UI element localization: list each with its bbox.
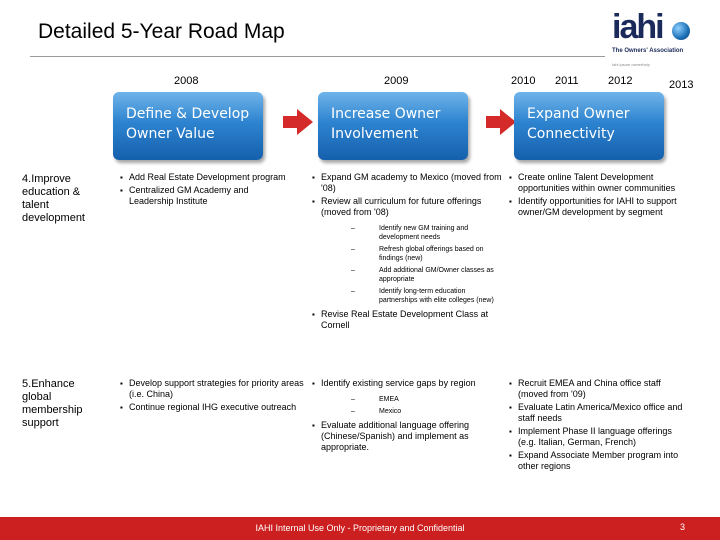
list-item: ▪ Add Real Estate Development program	[120, 172, 295, 183]
sub-item: – Identify new GM training and development needs	[321, 224, 502, 242]
row-label-education	[22, 173, 107, 225]
page-number: 3	[679, 522, 685, 532]
list-item: ▪ Continue regional IHG executive outreach	[120, 402, 305, 413]
list-item: ▪ Evaluate Latin America/Mexico office and staff needs	[509, 402, 684, 424]
year-2013: 2013	[669, 79, 694, 91]
iahi-logo	[612, 8, 692, 68]
sub-item: – Identify long-term education partnerships with elite colleges (new)	[321, 287, 502, 305]
sub-item: – EMEA	[321, 395, 502, 404]
logo-subtitle: The Owners' Association	[612, 48, 684, 54]
logo-tagline: Iahi ipsum ownerhelp	[612, 62, 650, 67]
list-item: ▪ Revise Real Estate Development Class at Cornell	[312, 309, 502, 331]
list-item: ▪ Centralized GM Academy and Leadership Institute	[120, 185, 295, 207]
list-item-text: Review all curriculum for future offerings (moved from '08)	[321, 196, 482, 217]
list-item: ▪ Create online Talent Development opportunities within owner communities	[509, 172, 679, 194]
year-2012: 2012	[608, 75, 633, 87]
row-label-membership	[22, 378, 107, 430]
list-item: ▪ Recruit EMEA and China office staff (moved from '09)	[509, 378, 684, 400]
sub-item: – Add additional GM/Owner classes as appropriate	[321, 266, 502, 284]
cell-r1-2008	[120, 172, 295, 209]
cell-r2-2009	[312, 378, 502, 455]
page-title: Detailed 5-Year Road Map	[38, 20, 285, 43]
list-item: ▪ Identify opportunities for IAHI to support owner/GM development by segment	[509, 196, 679, 218]
year-2011: 2011	[555, 75, 579, 87]
phase-increase-involvement: Increase Owner Involvement	[318, 92, 468, 160]
footer-bar	[0, 517, 720, 540]
cell-r2-2010-2013	[509, 378, 684, 474]
list-item	[312, 378, 502, 416]
row-number: 5.	[22, 378, 32, 390]
phase-define-develop: Define & Develop Owner Value	[113, 92, 263, 160]
year-2008: 2008	[174, 75, 199, 87]
list-item: ▪ Develop support strategies for priority areas (i.e. China)	[120, 378, 305, 400]
year-2009: 2009	[384, 75, 409, 87]
footer-confidential: IAHI Internal Use Only - Proprietary and Confidential	[255, 523, 465, 533]
list-item: ▪ Expand GM academy to Mexico (moved from '08)	[312, 172, 502, 194]
row-label-text: Improve education & talent development	[22, 173, 85, 224]
list-item: ▪ Evaluate additional language offering (Chinese/Spanish) and implement as appropriate.	[312, 420, 502, 453]
list-item: ▪ Implement Phase II language offerings (e.g. Italian, German, French)	[509, 426, 684, 448]
logo-wordmark: iahi	[612, 8, 663, 46]
list-item: ▪ Expand Associate Member program into other regions	[509, 450, 684, 472]
sub-item: – Mexico	[321, 407, 502, 416]
sub-list	[321, 395, 502, 416]
cell-r1-2010-2013	[509, 172, 679, 220]
sub-item: – Refresh global offerings based on findings (new)	[321, 245, 502, 263]
globe-icon	[672, 22, 690, 40]
cell-r1-2009	[312, 172, 502, 333]
sub-list	[321, 224, 502, 305]
year-2010: 2010	[511, 75, 536, 87]
phase-expand-connectivity: Expand Owner Connectivity	[514, 92, 664, 160]
arrow-right-icon	[283, 109, 313, 135]
list-item	[312, 196, 502, 305]
title-divider	[30, 56, 605, 57]
arrow-right-icon	[486, 109, 516, 135]
cell-r2-2008	[120, 378, 305, 415]
row-number: 4.	[22, 173, 32, 185]
row-label-text: Enhance global membership support	[22, 378, 83, 429]
list-item-text: Identify existing service gaps by region	[321, 378, 476, 388]
